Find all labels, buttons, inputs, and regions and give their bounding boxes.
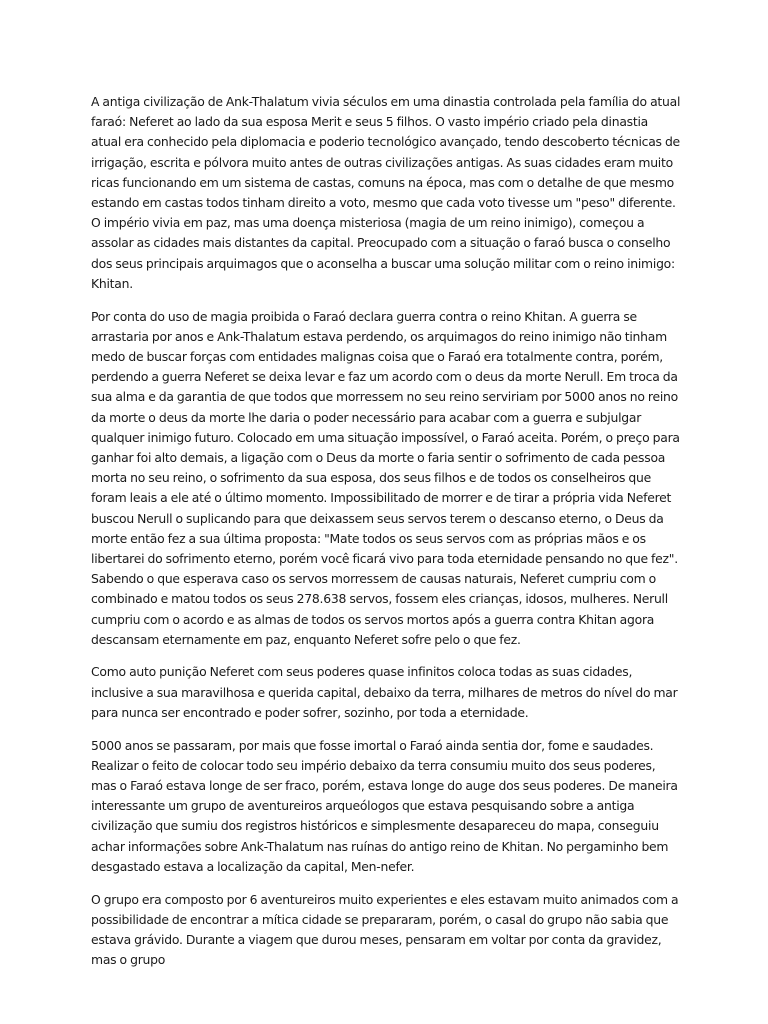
paragraph-3: Como auto punição Neferet com seus poderes quase infinitos coloca todas as suas cidades, inclusive a sua maravilhosa e querida capital, debaixo da terra, milhares de metros do nível do mar para nunca ser encontrado e poder sofrer, sozinho, por toda a eternidade. bbox=[91, 664, 678, 720]
paragraph-5: O grupo era composto por 6 aventureiros muito experientes e eles estavam muito animados com a possibilidade de encontrar a mítica cidade se prepararam, porém, o casal do grupo não sabia que estava grávido. Durante a viagem que durou meses, pensaram em voltar por conta da gravidez, mas o grupo bbox=[91, 891, 679, 968]
paragraph-4: 5000 anos se passaram, por mais que fosse imortal o Faraó ainda sentia dor, fome e saudades. Realizar o feito de colocar todo seu império debaixo da terra consumiu muito dos seus poderes, mas o Faraó estava longe de ser fraco, porém, estava longe do auge dos seus poderes. De maneira interessante um grupo de aventureiros arqueólogos que estava pesquisando sobre a antiga civilização que sumiu dos registros históricos e simplesmente desapareceu do mapa, conseguiu achar informações sobre Ank-Thalatum nas ruínas do antigo reino de Khitan. No pergaminho bem desgastado estava a localização da capital, Men-nefer. bbox=[91, 737, 678, 874]
paragraph-1: A antiga civilização de Ank-Thalatum vivia séculos em uma dinastia controlada pela família do atual faraó: Neferet ao lado da sua esposa Merit e seus 5 filhos. O vasto império criado pela dinastia atual era conhecido pela diplomacia e poderio tecnológico avançado, tendo descoberto técnicas de irrigação, escrita e pólvora muito antes de outras civilizações antigas. As suas cidades eram muito ricas funcionando em um sistema de castas, comuns na época, mas com o detalhe de que mesmo estando em castas todos tinham direito a voto, mesmo que cada voto tivesse um "peso" diferente. O império vivia em paz, mas uma doença misteriosa (magia de um reino inimigo), começou a assolar as cidades mais distantes da capital. Preocupado com a situação o faraó busca o conselho dos seus principais arquimagos que o aconselha a buscar uma solução militar com o reino inimigo: Khitan. bbox=[91, 94, 681, 291]
paragraph-2: Por conta do uso de magia proibida o Faraó declara guerra contra o reino Khitan. A guerra se arrastaria por anos e Ank-Thalatum estava perdendo, os arquimagos do reino inimigo não tinham medo de buscar forças com entidades malignas coisa que o Faraó era totalmente contra, porém, perdendo a guerra Neferet se deixa levar e faz um acordo com o deus da morte Nerull. Em troca da sua alma e da garantia de que todos que morressem no seu reino serviriam por 5000 anos no reino da morte o deus da morte lhe daria o poder necessário para acabar com a guerra e subjulgar qualquer inimigo futuro. Colocado em uma situação impossível, o Faraó aceita. Porém, o preço para ganhar foi alto demais, a ligação com o Deus da morte o faria sentir o sofrimento de cada pessoa morta no seu reino, o sofrimento da sua esposa, dos seus filhos e de todos os conselheiros que foram leais a ele até o último momento. Impossibilitado de morrer e de tirar a própria vida Neferet buscou Nerull o suplicando para que deixassem seus servos terem o descanso eterno, o Deus da morte então fez a sua última proposta: "Mate todos os seus servos com as próprias mãos e os libertarei do sofrimento eterno, porém você ficará vivo para toda eternidade pensando no que fez". Sabendo o que esperava caso os servos morressem de causas naturais, Neferet cumpriu com o combinado e matou todos os seus 278.638 servos, fossem eles crianças, idosos, mulheres. Nerull cumpriu com o acordo e as almas de todos os servos mortos após a guerra contra Khitan agora descansam eternamente em paz, enquanto Neferet sofre pelo o que fez. bbox=[91, 308, 680, 647]
document-page bbox=[91, 92, 681, 983]
